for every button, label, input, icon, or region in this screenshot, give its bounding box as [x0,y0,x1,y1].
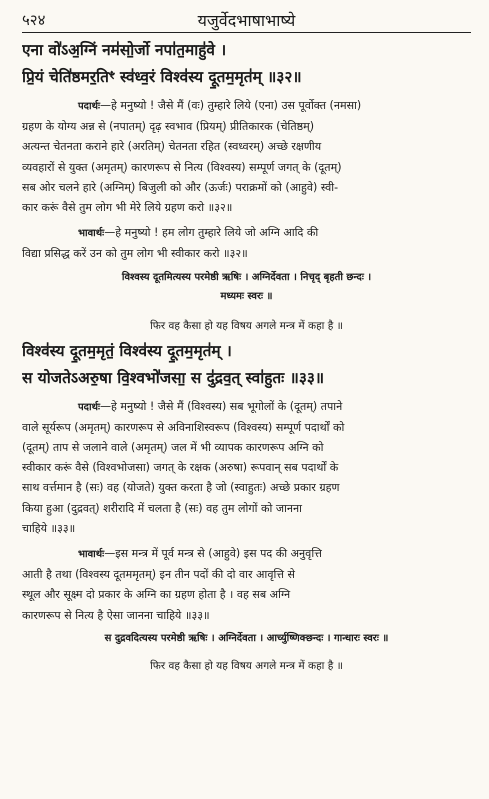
mantra-line: विश्व॑स्य दू॒तम॒मृतं॒ विश्व॑स्य दू॒तम॒मृत॑म् । [22,341,232,360]
mantra-line: स योजतेऽअरु॒षा वि॒श्वभो॑जसा॒ स दु॑द्रव॒त् स्वा॑हुतः ॥३३॥ [22,368,325,387]
padartha-32 [22,96,471,218]
padartha-label: पदार्थः [78,401,100,413]
padartha-line: अत्यन्त चेतनता कराने हारे (अरतिम्) चेतनता रहित (स्वध्वरम्) अच्छे रक्षणीय [22,140,322,154]
bhavartha-line: आती है तथा (विश्वस्य दूतममृतम्) इन तीन पदों की दो वार आवृत्ति से [22,568,295,582]
running-title: यजुर्वेदभाषाभाष्ये [197,11,296,30]
bhavartha-label: भावार्थः [78,228,105,240]
mantra-line: एना वो॑ऽअ॒ग्निं नम॑सो॒र्जो नपा॑त॒माहु॑वे । [22,41,227,59]
rishi-devata-line: विश्वस्य दूतमित्यस्य परमेष्ठी ऋषिः । अग्निर्देवता । निचृद् बृहती छन्दः । [121,271,372,283]
padartha-line: —हे मनुष्यो ! जैसे मैं (विश्वस्य) सब भूगोलों के (दूतम्) तपाने [100,399,343,413]
padartha-line: ग्रहण के योग्य अन्न से (नपातम्) दृढ़ स्वभाव (प्रियम्) प्रीतिकारक (चेतिष्ठम्) [22,120,315,134]
padartha-line: वाले सूर्यरूप (अमृतम्) कारणरूप से अविनाशिस्वरूप (विश्वस्य) सम्पूर्ण पदार्थों को [22,420,345,434]
padartha-line: किया हुआ (दुद्रवत्) शरीरादि में चलता है (सः) वह तुम लोगों को जानना [22,501,303,515]
rishi-devata-line: स दुद्रवदित्यस्य परमेष्ठी ऋषिः । अग्निर्देवता । आर्च्युष्णिक्छन्दः । गान्धारः स्वरः ॥ [104,632,389,644]
next-mantra-note: फिर वह कैसा हो यह विषय अगले मन्त्र में कहा है ॥ [150,319,343,332]
padartha-line: चाहिये ॥३३॥ [22,521,76,535]
mantra-line: प्रि॒यं चेति॑ष्ठमर॒तिꣳ स्व॑ध्व॒रं विश्व॑स्य दू॒तम॒मृत॑म् ॥३२॥ [22,68,302,86]
padartha-line: साथ वर्त्तमान है (सः) वह (योजते) युक्त करता है जो (स्वाहुतः) अच्छे प्रकार ग्रहण [22,481,340,495]
bhavartha-line: —हे मनुष्यो ! हम लोग तुम्हारे लिये जो अग्नि आदि की [104,226,319,240]
padartha-line: सब ओर चलने हारे (अग्निम्) बिजुली को और (ऊर्जः) पराक्रमों को (आहुवे) स्वी- [22,180,339,194]
bhavartha-32 [22,223,471,264]
bhavartha-line: कारणरूप से नित्य है ऐसा जानना चाहिये ॥३३॥ [22,608,210,622]
mantra-32 [22,37,471,91]
bhavartha-line: स्थूल और सूक्ष्म दो प्रकार के अग्नि का ग्रहण होता है । वह सब अग्नि [22,588,291,602]
padartha-line: (दूतम्) ताप से जलाने वाले (अमृतम्) जल में भी व्यापक कारणरूप अग्नि को [22,441,324,455]
bhavartha-label: भावार्थः [78,549,105,561]
bhavartha-line: विद्या प्रसिद्ध करें उन को तुम लोग भी स्वीकार करो ॥३२॥ [22,247,248,261]
mantra-33 [22,338,471,392]
swara-line: मध्यमः स्वरः ॥ [220,290,273,302]
bhavartha-line: —इस मन्त्र में पूर्व मन्त्र से (आहुवे) इस पद की अनुवृत्ति [104,547,322,561]
padartha-line: —हे मनुष्यो ! जैसे मैं (वः) तुम्हारे लिये (एना) उस पूर्वोक्त (नमसा) [100,99,362,112]
page-number: ५२४ [22,11,46,29]
bhavartha-33 [22,544,471,626]
padartha-33 [22,397,471,539]
next-mantra-note: फिर वह कैसा हो यह विषय अगले मन्त्र में कहा है ॥ [150,659,343,672]
padartha-line: व्यवहारों से युक्त (अमृतम्) कारणरूप से नित्य (विश्वस्य) सम्पूर्ण जगत् के (दूतम्) [22,160,342,174]
page-header [22,8,471,33]
padartha-line: कार करूं वैसे तुम लोग भी मेरे लिये ग्रहण करो ॥३२॥ [22,201,233,215]
padartha-line: स्वीकार करूं वैसे (विश्वभोजसा) जगत् के रक्षक (अरुषा) रूपवान् सब पदार्थों के [22,461,339,475]
padartha-label: पदार्थः [78,101,100,112]
